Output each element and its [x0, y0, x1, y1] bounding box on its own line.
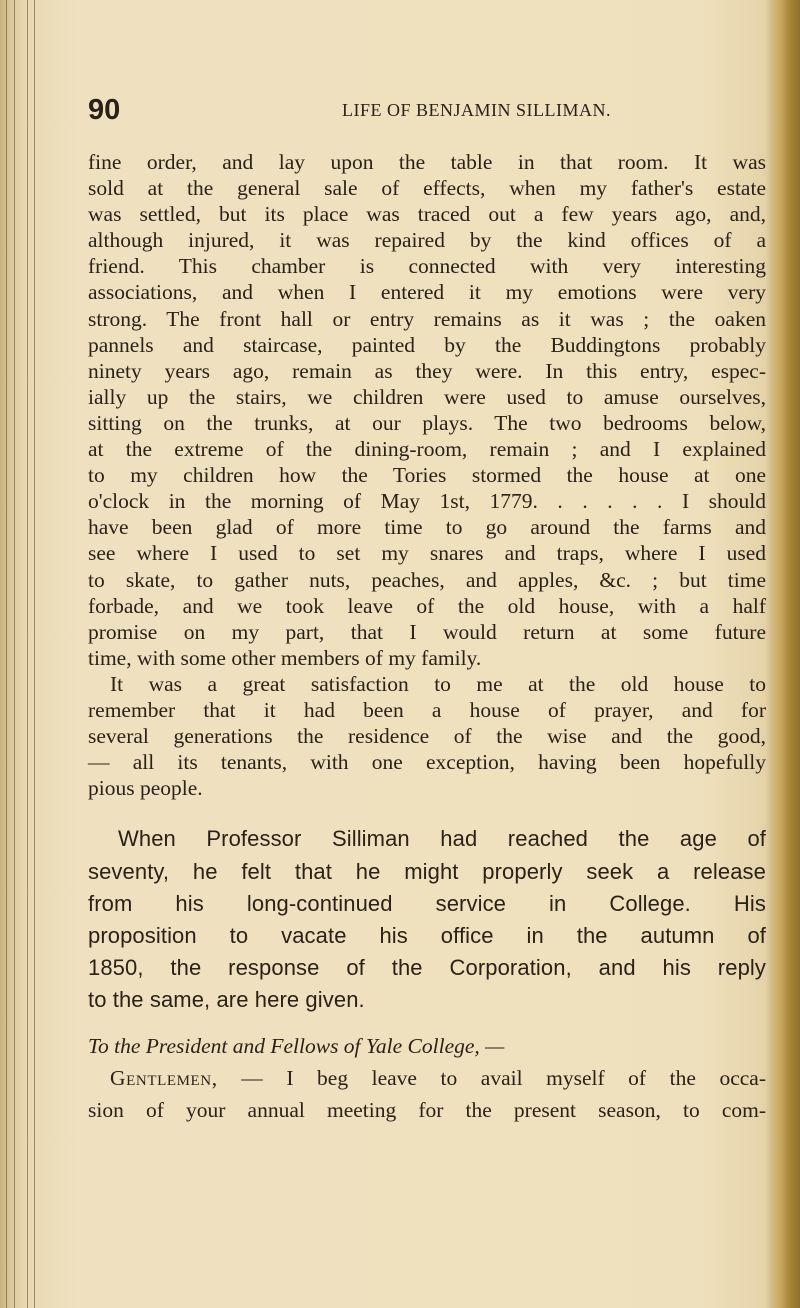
text-line: o'clock in the morning of May 1st, 1779. . . . . . I should [88, 489, 766, 514]
text-line: seventy, he felt that he might properly seek a release [88, 858, 766, 884]
text-line: ninety years ago, remain as they were. In this entry, espec- [88, 358, 766, 383]
text-line: pious people. [88, 776, 203, 801]
text-line: to my children how the Tories stormed the house at one [88, 463, 766, 488]
text-line: fine order, and lay upon the table in that room. It was [88, 150, 766, 174]
text-line: to the same, are here given. [88, 987, 365, 1013]
letter-address: To the President and Fellows of Yale College, — [88, 1034, 505, 1059]
letter-line: sion of your annual meeting for the present season, to com- [88, 1098, 766, 1123]
text-line: to skate, to gather nuts, peaches, and apples, &c. ; but time [88, 567, 766, 592]
text-line: forbade, and we took leave of the old house, with a half [88, 593, 766, 618]
section-gap [88, 1016, 766, 1030]
gutter-line [27, 0, 28, 1308]
text-line: was settled, but its place was traced out a few years ago, and, [88, 202, 766, 227]
letter [88, 1030, 766, 1126]
text-line: at the extreme of the dining-room, remain ; and I explained [88, 437, 766, 462]
page-header [88, 94, 708, 134]
text-line: promise on my part, that I would return at some future [88, 619, 766, 644]
page-edge-right [766, 0, 800, 1308]
paragraph-2-rest [88, 697, 766, 801]
text-line: remember that it had been a house of prayer, and for [88, 697, 766, 722]
gutter-line [6, 0, 7, 1308]
text-line: time, with some other members of my family. [88, 645, 482, 670]
letter-salutation: Gentlemen, [110, 1066, 218, 1091]
text-line: strong. The front hall or entry remains as it was ; the oaken [88, 306, 766, 331]
running-head: LIFE OF BENJAMIN SILLIMAN. [342, 100, 611, 120]
text-line: It was a great satisfaction to me at the old house to [110, 671, 766, 696]
text-line: have been glad of more time to go around the farms and [88, 515, 766, 540]
body-text [88, 149, 766, 1126]
text-line: associations, and when I entered it my emotions were very [88, 280, 766, 305]
text-line: sitting on the trunks, at our plays. The two bedrooms below, [88, 410, 766, 435]
letter-line-1-rest: — I beg leave to avail myself of the occa- [217, 1066, 766, 1091]
text-line: proposition to vacate his office in the autumn of [88, 922, 766, 948]
text-line: pannels and staircase, painted by the Buddingtons probably [88, 332, 766, 357]
gutter-line [14, 0, 15, 1308]
paragraph-2 [88, 671, 766, 697]
text-line: — all its tenants, with one exception, having been hopefully [88, 750, 766, 775]
page-number: 90 [88, 94, 121, 126]
text-line: see where I used to set my snares and traps, where I used [88, 541, 766, 566]
text-line: ially up the stairs, we children were used to amuse ourselves, [88, 384, 766, 409]
page-gutter [0, 0, 40, 1308]
text-line: sold at the general sale of effects, when my father's estate [88, 176, 766, 201]
text-line: When Professor Silliman had reached the age of [118, 826, 766, 852]
text-line: friend. This chamber is connected with very interesting [88, 254, 766, 279]
gutter-line [34, 0, 35, 1308]
section-gap [88, 801, 766, 823]
paragraph-3 [88, 823, 766, 1016]
letter-line [88, 1062, 766, 1094]
text-line: several generations the residence of the wise and the good, [88, 724, 766, 749]
text-line: although injured, it was repaired by the kind offices of a [88, 228, 766, 253]
paragraph-1 [88, 149, 766, 671]
text-line: from his long-continued service in College. His [88, 890, 766, 916]
text-line: 1850, the response of the Corporation, and his reply [88, 955, 766, 981]
